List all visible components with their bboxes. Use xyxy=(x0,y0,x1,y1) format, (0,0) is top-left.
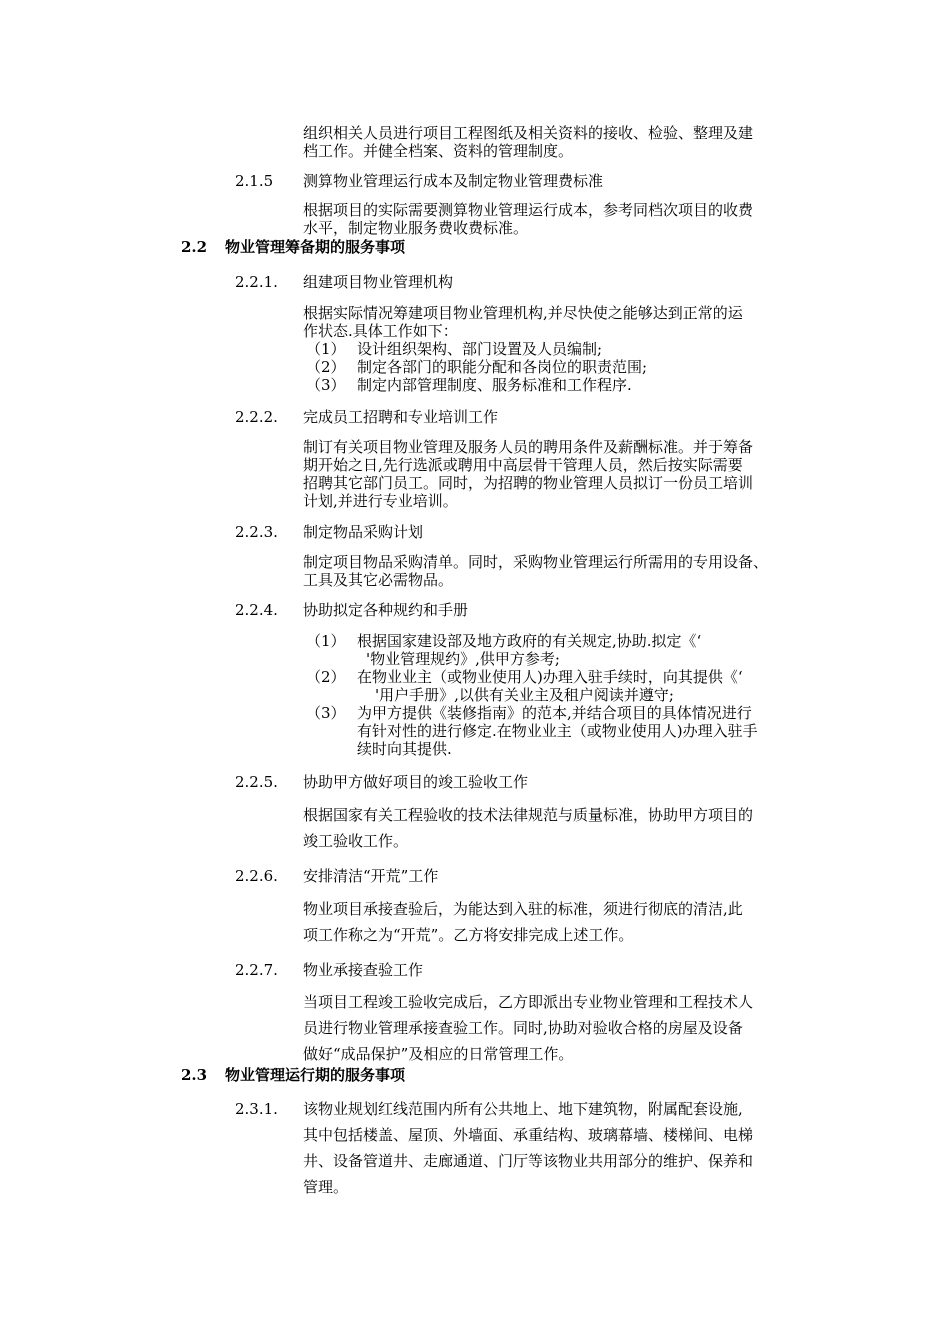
list-item-continuation: '物业管理规约》,供甲方参考; xyxy=(366,650,560,668)
section-heading: 测算物业管理运行成本及制定物业管理费标准 xyxy=(303,172,604,190)
paragraph-line: 根据国家有关工程验收的技术法律规范与质量标准，协助甲方项目的 xyxy=(303,806,754,824)
list-item-continuation: 有针对性的进行修定.在物业业主（或物业使用人)办理入驻手 xyxy=(357,722,758,740)
paragraph-line: 做好“成品保护”及相应的日常管理工作。 xyxy=(303,1045,574,1063)
paragraph-line: 工具及其它必需物品。 xyxy=(303,571,454,589)
paragraph-line: 制定项目物品采购清单。同时，采购物业管理运行所需用的专用设备、 xyxy=(303,553,769,571)
section-number: 2.2.5. xyxy=(235,773,278,791)
list-item-continuation: 续时向其提供. xyxy=(357,740,452,758)
section-number: 2.2.4. xyxy=(235,601,278,619)
paragraph-line: 当项目工程竣工验收完成后，乙方即派出专业物业管理和工程技术人 xyxy=(303,993,754,1011)
paragraph-line: 招聘其它部门员工。同时，为招聘的物业管理人员拟订一份员工培训 xyxy=(303,474,754,492)
chapter-heading: 物业管理筹备期的服务事项 xyxy=(225,238,406,256)
list-number: （3） xyxy=(306,704,346,722)
list-number: （1） xyxy=(306,632,346,650)
paragraph-line: 组织相关人员进行项目工程图纸及相关资料的接收、检验、整理及建 xyxy=(303,124,754,142)
section-heading: 物业承接查验工作 xyxy=(303,961,424,979)
list-item-continuation: '用户手册》,以供有关业主及租户阅读并遵守; xyxy=(375,686,674,704)
paragraph-line: 项工作称之为“开荒”。乙方将安排完成上述工作。 xyxy=(303,926,634,944)
chapter-number: 2.2 xyxy=(181,238,208,256)
section-number: 2.2.6. xyxy=(235,867,278,885)
section-number: 2.3.1. xyxy=(235,1100,278,1118)
paragraph-line: 井、设备管道井、走廊通道、门厅等该物业共用部分的维护、保养和 xyxy=(303,1152,754,1170)
list-item: 在物业业主（或物业使用人)办理入驻手续时，向其提供《‘ xyxy=(357,668,743,686)
paragraph-line: 制订有关项目物业管理及服务人员的聘用条件及薪酬标准。并于筹备 xyxy=(303,438,754,456)
section-heading: 制定物品采购计划 xyxy=(303,523,424,541)
section-number: 2.2.7. xyxy=(235,961,278,979)
paragraph-line: 竣工验收工作。 xyxy=(303,832,409,850)
section-heading: 协助甲方做好项目的竣工验收工作 xyxy=(303,773,529,791)
paragraph-line: 其中包括楼盖、屋顶、外墙面、承重结构、玻璃幕墙、楼梯间、电梯 xyxy=(303,1126,754,1144)
list-item: 为甲方提供《装修指南》的范本,并结合项目的具体情况进行 xyxy=(357,704,752,722)
section-heading: 组建项目物业管理机构 xyxy=(303,273,454,291)
paragraph-line: 档工作。并健全档案、资料的管理制度。 xyxy=(303,142,574,160)
paragraph-line: 水平，制定物业服务费收费标准。 xyxy=(303,219,529,237)
list-item: 设计组织架构、部门设置及人员编制; xyxy=(357,340,603,358)
paragraph-line: 管理。 xyxy=(303,1178,349,1196)
paragraph-line: 根据实际情况筹建项目物业管理机构,并尽快使之能够达到正常的运 xyxy=(303,304,743,322)
paragraph-line: 作状态.具体工作如下： xyxy=(303,322,458,340)
list-number: （2） xyxy=(306,668,346,686)
paragraph-line: 根据项目的实际需要测算物业管理运行成本，参考同档次项目的收费 xyxy=(303,201,754,219)
paragraph-line: 该物业规划红线范围内所有公共地上、地下建筑物，附属配套设施, xyxy=(303,1100,743,1118)
section-number: 2.2.3. xyxy=(235,523,278,541)
list-item: 根据国家建设部及地方政府的有关规定,协助.拟定《‘ xyxy=(357,632,702,650)
chapter-number: 2.3 xyxy=(181,1066,208,1084)
paragraph-line: 期开始之日,先行选派或聘用中高层骨干管理人员，然后按实际需要 xyxy=(303,456,743,474)
paragraph-line: 员进行物业管理承接查验工作。同时,协助对验收合格的房屋及设备 xyxy=(303,1019,743,1037)
section-heading: 协助拟定各种规约和手册 xyxy=(303,601,469,619)
list-number: （3） xyxy=(306,376,346,394)
section-heading: 完成员工招聘和专业培训工作 xyxy=(303,408,499,426)
chapter-heading: 物业管理运行期的服务事项 xyxy=(225,1066,406,1084)
paragraph-line: 物业项目承接查验后，为能达到入驻的标准，须进行彻底的清洁,此 xyxy=(303,900,743,918)
section-number: 2.1.5 xyxy=(235,172,274,190)
list-number: （1） xyxy=(306,340,346,358)
paragraph-line: 计划,并进行专业培训。 xyxy=(303,492,458,510)
section-number: 2.2.1. xyxy=(235,273,278,291)
section-number: 2.2.2. xyxy=(235,408,278,426)
list-item: 制定内部管理制度、服务标准和工作程序. xyxy=(357,376,632,394)
list-item: 制定各部门的职能分配和各岗位的职责范围; xyxy=(357,358,648,376)
section-heading: 安排清洁“开荒”工作 xyxy=(303,867,439,885)
list-number: （2） xyxy=(306,358,346,376)
